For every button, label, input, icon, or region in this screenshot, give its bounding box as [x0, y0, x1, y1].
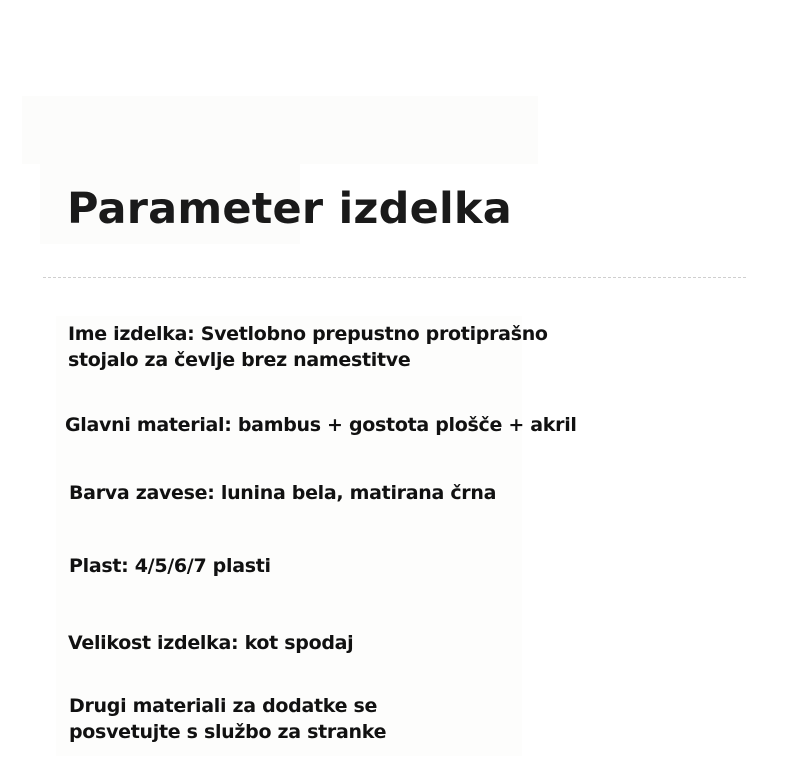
spec-product-name: Ime izdelka: Svetlobno prepustno protiprašno stojalo za čevlje brez namestitve [68, 323, 548, 371]
page-title: Parameter izdelka [67, 184, 512, 234]
spec-main-material: Glavni material: bambus + gostota plošče + akril [65, 414, 577, 436]
spec-product-size: Velikost izdelka: kot spodaj [68, 632, 354, 654]
spec-curtain-color: Barva zavese: lunina bela, matirana črna [69, 482, 497, 504]
section-divider [43, 277, 746, 278]
spec-other-materials: Drugi materiali za dodatke se posvetujte s službo za stranke [69, 695, 387, 743]
background-panel-specs [56, 316, 522, 756]
background-panel-top [22, 96, 538, 164]
spec-layers: Plast: 4/5/6/7 plasti [69, 555, 271, 577]
